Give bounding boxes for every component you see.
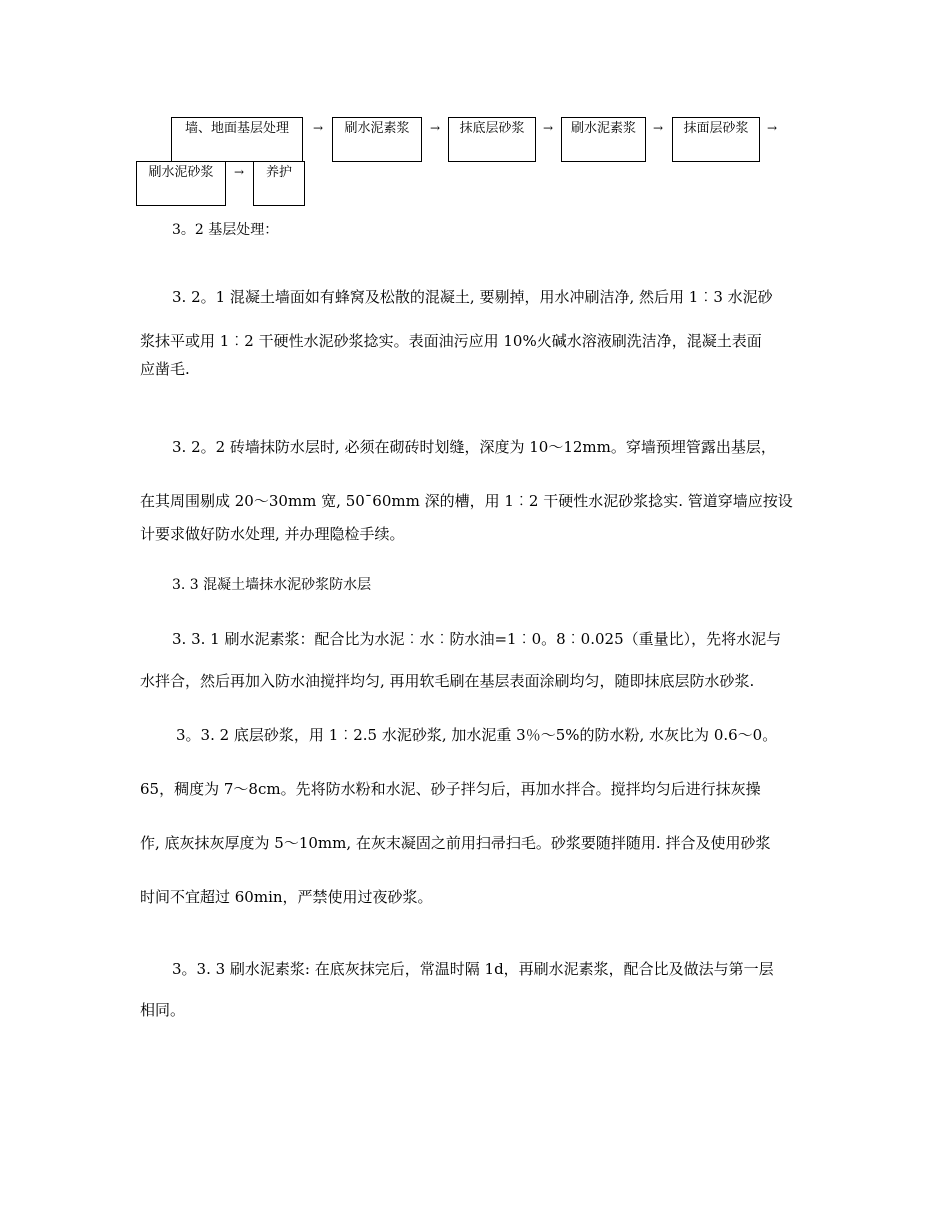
paragraph-line: 65，稠度为 7～8cm。先将防水粉和水泥、砂子拌匀后，再加水拌合。搅拌均匀后进行抹灰操 <box>140 780 761 798</box>
paragraph-line: 时间不宜超过 60min，严禁使用过夜砂浆。 <box>140 888 433 906</box>
flow-step-base-mortar: 抹底层砂浆 <box>448 117 536 162</box>
paragraph-line: 作, 底灰抹灰厚度为 5～10mm, 在灰末凝固之前用扫帚扫毛。砂浆要随拌随用. 拌合及使用砂浆 <box>140 834 771 852</box>
flow-step-cement-paste-2: 刷水泥素浆 <box>561 117 646 162</box>
paragraph-line: 在其周围剔成 20～30mm 宽, 50ˉ60mm 深的槽，用 1︰2 干硬性水泥砂浆捻实. 管道穿墙应按设 <box>140 492 793 510</box>
paragraph-line: 相同。 <box>140 1001 186 1019</box>
arrow-right-icon: → <box>653 121 664 135</box>
paragraph-3-3-1 <box>140 629 830 691</box>
flow-step-curing: 养护 <box>253 161 305 206</box>
paragraph-3-2-2 <box>140 437 830 544</box>
paragraph-3-3-2 <box>140 725 830 907</box>
arrow-right-icon: → <box>767 121 778 135</box>
paragraph-line: 3. 3. 1 刷水泥素浆：配合比为水泥︰水︰防水油=1︰0。8︰0.025（重量比），先将水泥与 <box>172 630 782 648</box>
arrow-right-icon: → <box>543 121 554 135</box>
flow-step-cement-paste-1: 刷水泥素浆 <box>332 117 422 162</box>
paragraph-line: 浆抹平或用 1︰2 干硬性水泥砂浆捻实。表面油污应用 10%火碱水溶液刷洗洁净，混凝土表面 <box>140 332 762 350</box>
section-heading-3-2: 3。2 基层处理： <box>172 222 279 238</box>
flow-step-cement-mortar: 刷水泥砂浆 <box>136 161 226 206</box>
arrow-right-icon: → <box>430 121 441 135</box>
paragraph-3-3-3 <box>140 959 830 1020</box>
flow-step-surface-mortar: 抹面层砂浆 <box>672 117 760 162</box>
arrow-right-icon: → <box>234 165 245 179</box>
paragraph-line: 3。3. 3 刷水泥素浆: 在底灰抹完后，常温时隔 1d，再刷水泥素浆，配合比及做法与第一层 <box>172 960 774 978</box>
flow-step-base-treatment: 墙、地面基层处理 <box>171 117 303 162</box>
paragraph-line: 3。3. 2 底层砂浆，用 1︰2.5 水泥砂浆, 加水泥重 3％～5%的防水粉, 水灰比为 0.6～0。 <box>176 726 778 744</box>
paragraph-line: 应凿毛. <box>140 360 190 378</box>
arrow-right-icon: → <box>313 121 324 135</box>
paragraph-3-2-1 <box>140 287 830 379</box>
paragraph-line: 计要求做好防水处理, 并办理隐检手续。 <box>140 525 405 543</box>
paragraph-line: 水拌合，然后再加入防水油搅拌均匀, 再用软毛刷在基层表面涂刷均匀，随即抹底层防水砂浆. <box>140 672 755 690</box>
paragraph-line: 3. 2。2 砖墙抹防水层时, 必须在砌砖时划缝，深度为 10～12mm。穿墙预埋管露出基层， <box>172 438 776 456</box>
section-heading-3-3: 3. 3 混凝土墙抹水泥砂浆防水层 <box>172 577 372 593</box>
paragraph-line: 3. 2。1 混凝土墙面如有蜂窝及松散的混凝土, 要剔掉，用水冲刷洁净, 然后用 1︰3 水泥砂 <box>172 288 773 306</box>
